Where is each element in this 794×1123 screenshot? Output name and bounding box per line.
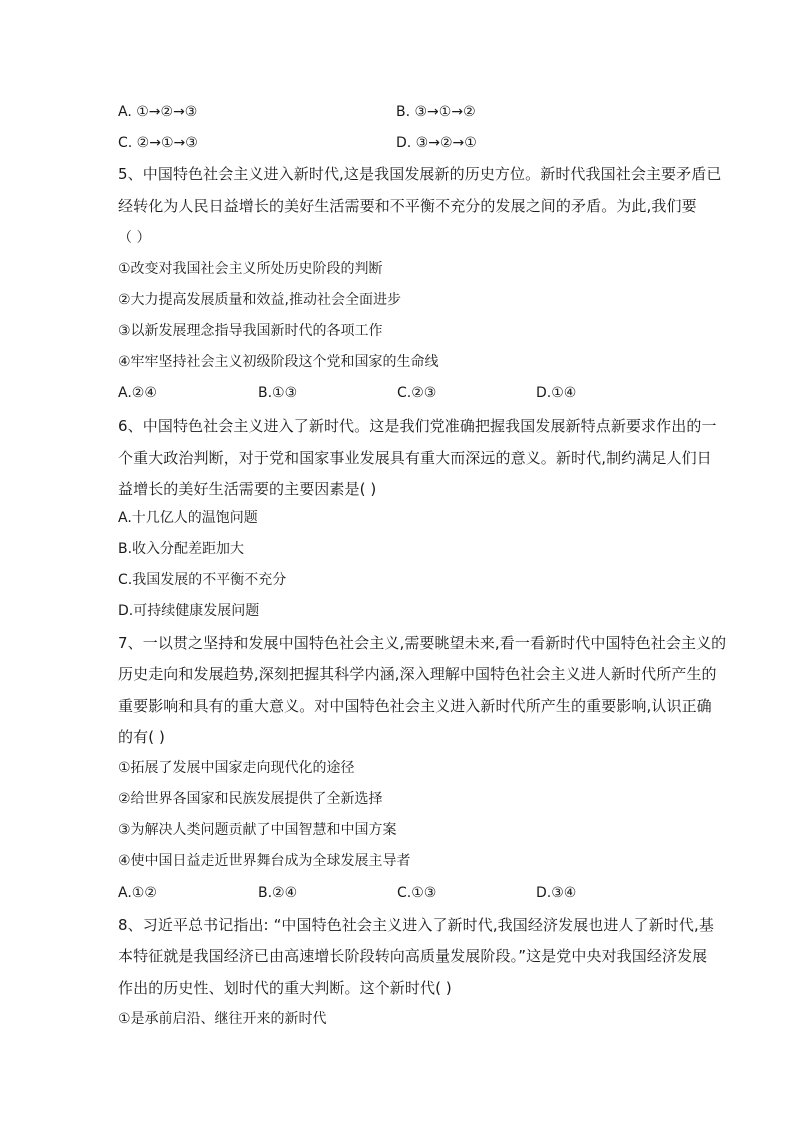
q7-option-b[interactable]: B.②④ xyxy=(258,885,298,901)
q7-option-c[interactable]: C.①③ xyxy=(397,885,437,901)
q6-stem-line-1: 6、中国特色社会主义进入了新时代。这是我们党准确把握我国发展新特点新要求作出的一 xyxy=(118,417,717,435)
q8-item-1: ①是承前启沿、继往开来的新时代 xyxy=(118,1011,327,1027)
q5-option-a[interactable]: A.②④ xyxy=(118,385,157,401)
q7-item-4: ④使中国日益走近世界舞台成为全球发展主导者 xyxy=(118,853,411,869)
q6-option-c[interactable]: C.我国发展的不平衡不充分 xyxy=(118,572,287,588)
q6-stem-line-3: 益增长的美好生活需要的主要因素是( ) xyxy=(118,480,377,498)
q6-option-a[interactable]: A.十几亿人的温饱问题 xyxy=(118,510,258,526)
q5-option-c[interactable]: C.②③ xyxy=(397,385,437,401)
option-b[interactable]: B. ③→①→② xyxy=(396,104,476,120)
q7-item-3: ③为解决人类问题贡献了中国智慧和中国方案 xyxy=(118,822,397,838)
q5-item-2: ②大力提高发展质量和效益,推动社会全面进步 xyxy=(118,292,401,308)
q7-stem-line-2: 历史走向和发展趋势,深刻把握其科学内涵,深入理解中国特色社会主义进人新时代所产生的 xyxy=(118,665,717,683)
q7-option-a[interactable]: A.①② xyxy=(118,885,157,901)
q8-stem-line-3: 作出的历史性、划时代的重大判断。这个新时代( ) xyxy=(118,979,452,997)
q5-stem-line-1: 5、中国特色社会主义进入新时代,这是我国发展新的历史方位。新时代我国社会主要矛盾已 xyxy=(118,165,722,183)
option-c[interactable]: C. ②→①→③ xyxy=(118,135,198,151)
q5-answer-blank: （ ） xyxy=(118,230,151,246)
q8-stem-line-2: 本特征就是我国经济已由高速增长阶段转向高质量发展阶段。”这是党中央对我国经济发展 xyxy=(118,947,708,965)
option-d[interactable]: D. ③→②→① xyxy=(396,135,477,151)
q7-item-2: ②给世界各国家和民族发展提供了全新选择 xyxy=(118,791,383,807)
q5-option-d[interactable]: D.①④ xyxy=(536,385,577,401)
option-a[interactable]: A. ①→②→③ xyxy=(118,104,198,120)
q7-stem-line-4: 的有( ) xyxy=(118,728,165,746)
q5-item-4: ④牢牢坚持社会主义初级阶段这个党和国家的生命线 xyxy=(118,354,439,370)
q7-option-d[interactable]: D.③④ xyxy=(536,885,577,901)
q5-item-3: ③以新发展理念指导我国新时代的各项工作 xyxy=(118,323,383,339)
q6-option-d[interactable]: D.可持续健康发展问题 xyxy=(118,603,260,619)
q5-option-b[interactable]: B.①③ xyxy=(258,385,298,401)
q5-item-1: ①改变对我国社会主义所处历史阶段的判断 xyxy=(118,261,383,277)
q8-stem-line-1: 8、习近平总书记指出: “中国特色社会主义进入了新时代,我国经济发展也进人了新时代,基 xyxy=(118,916,714,934)
q7-item-1: ①拓展了发展中国家走向现代化的途径 xyxy=(118,760,355,776)
q5-stem-line-2: 经转化为人民日益增长的美好生活需要和不平衡不充分的发展之间的矛盾。为此,我们要 xyxy=(118,197,697,215)
q7-stem-line-3: 重要影响和具有的重大意义。对中国特色社会主义进入新时代所产生的重要影响,认识正确 xyxy=(118,697,712,715)
q6-option-b[interactable]: B.收入分配差距加大 xyxy=(118,541,245,557)
q7-stem-line-1: 7、一以贯之坚持和发展中国特色社会主义,需要眺望未来,看一看新时代中国特色社会主义的 xyxy=(118,634,727,652)
q6-stem-line-2: 个重大政治判断，对于党和国家事业发展具有重大而深远的意义。新时代,制约满足人们日 xyxy=(118,449,712,467)
